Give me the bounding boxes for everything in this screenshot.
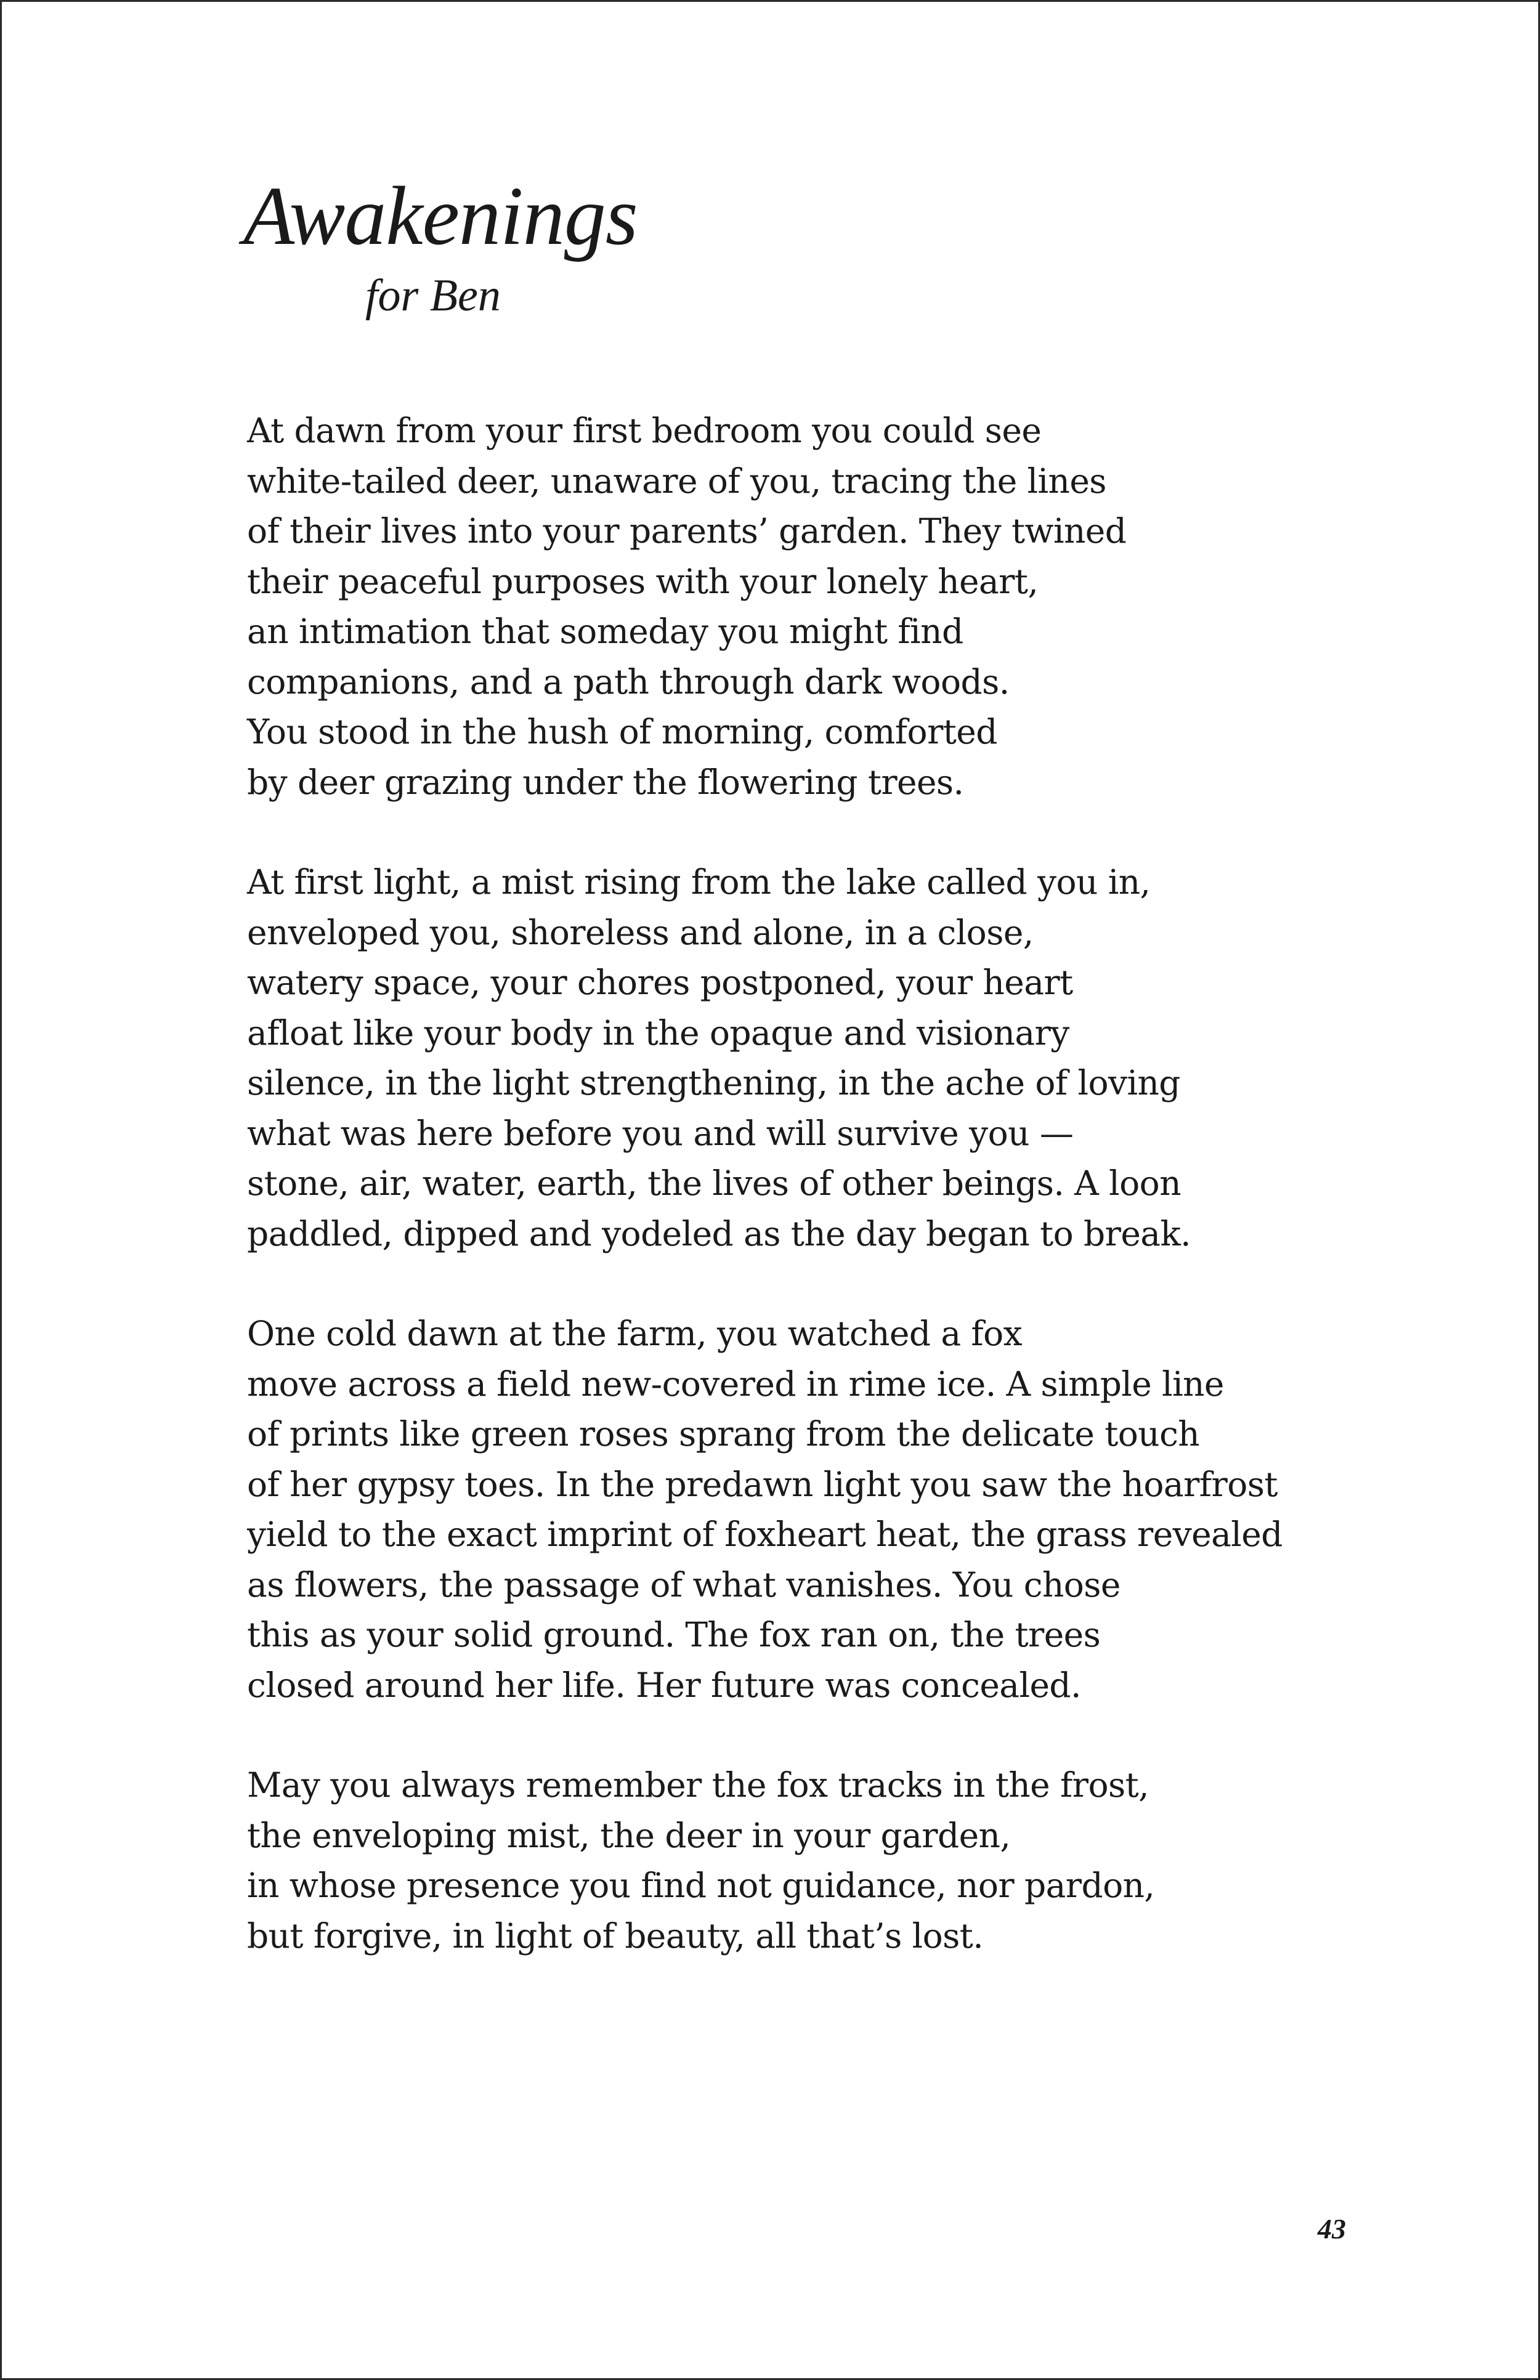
poem-line: closed around her life. Her future was concealed. bbox=[247, 1665, 1081, 1705]
poem-line: One cold dawn at the farm, you watched a fox bbox=[247, 1314, 1023, 1353]
poem-line: as flowers, the passage of what vanishes. You chose bbox=[247, 1564, 1121, 1605]
poem-line: May you always remember the fox tracks in the frost, bbox=[247, 1765, 1149, 1805]
poem-line: by deer grazing under the flowering trees. bbox=[247, 762, 964, 802]
poem-line: of prints like green roses sprang from the delicate touch bbox=[247, 1414, 1200, 1454]
poem-line: of her gypsy toes. In the predawn light you saw the hoarfrost bbox=[247, 1464, 1278, 1504]
poem-title: Awakenings bbox=[243, 170, 638, 262]
stanza-3 bbox=[247, 1309, 1294, 1710]
page-number: 43 bbox=[1318, 2213, 1346, 2244]
poem-line: paddled, dipped and yodeled as the day began to break. bbox=[247, 1213, 1191, 1253]
poem-line: At first light, a mist rising from the lake called you in, bbox=[247, 862, 1151, 902]
poem-line: their peaceful purposes with your lonely heart, bbox=[247, 561, 1039, 601]
poem-line: companions, and a path through dark woods. bbox=[247, 662, 1010, 702]
poem-line: white-tailed deer, unaware of you, tracing the lines bbox=[247, 461, 1106, 501]
poem-line: stone, air, water, earth, the lives of other beings. A loon bbox=[247, 1164, 1181, 1203]
poem-line: in whose presence you find not guidance, nor pardon, bbox=[247, 1866, 1155, 1905]
poem-line: At dawn from your first bedroom you could see bbox=[247, 411, 1042, 450]
stanza-4 bbox=[247, 1760, 1294, 1961]
poem-line: You stood in the hush of morning, comforted bbox=[247, 712, 997, 751]
poem-line: the enveloping mist, the deer in your garden, bbox=[247, 1815, 1011, 1855]
poem-line: yield to the exact imprint of foxheart heat, the grass revealed bbox=[247, 1515, 1283, 1554]
poem-body bbox=[247, 406, 1294, 1961]
poem-dedication: for Ben bbox=[365, 270, 501, 321]
poem-line: an intimation that someday you might find bbox=[247, 612, 963, 651]
poem-line: of their lives into your parents’ garden. They twined bbox=[247, 511, 1127, 551]
poem-line: watery space, your chores postponed, your heart bbox=[247, 963, 1073, 1002]
poem-line: afloat like your body in the opaque and visionary bbox=[247, 1013, 1069, 1053]
poem-line: this as your solid ground. The fox ran on, the trees bbox=[247, 1615, 1101, 1654]
poem-line: but forgive, in light of beauty, all that’s lost. bbox=[247, 1916, 984, 1956]
poem-line: what was here before you and will survive you — bbox=[247, 1113, 1074, 1153]
poem-line: silence, in the light strengthening, in the ache of loving bbox=[247, 1063, 1180, 1103]
stanza-1 bbox=[247, 406, 1294, 808]
poem-line: enveloped you, shoreless and alone, in a close, bbox=[247, 912, 1034, 952]
poem-line: move across a field new-covered in rime ice. A simple line bbox=[247, 1364, 1224, 1404]
stanza-2 bbox=[247, 857, 1294, 1259]
